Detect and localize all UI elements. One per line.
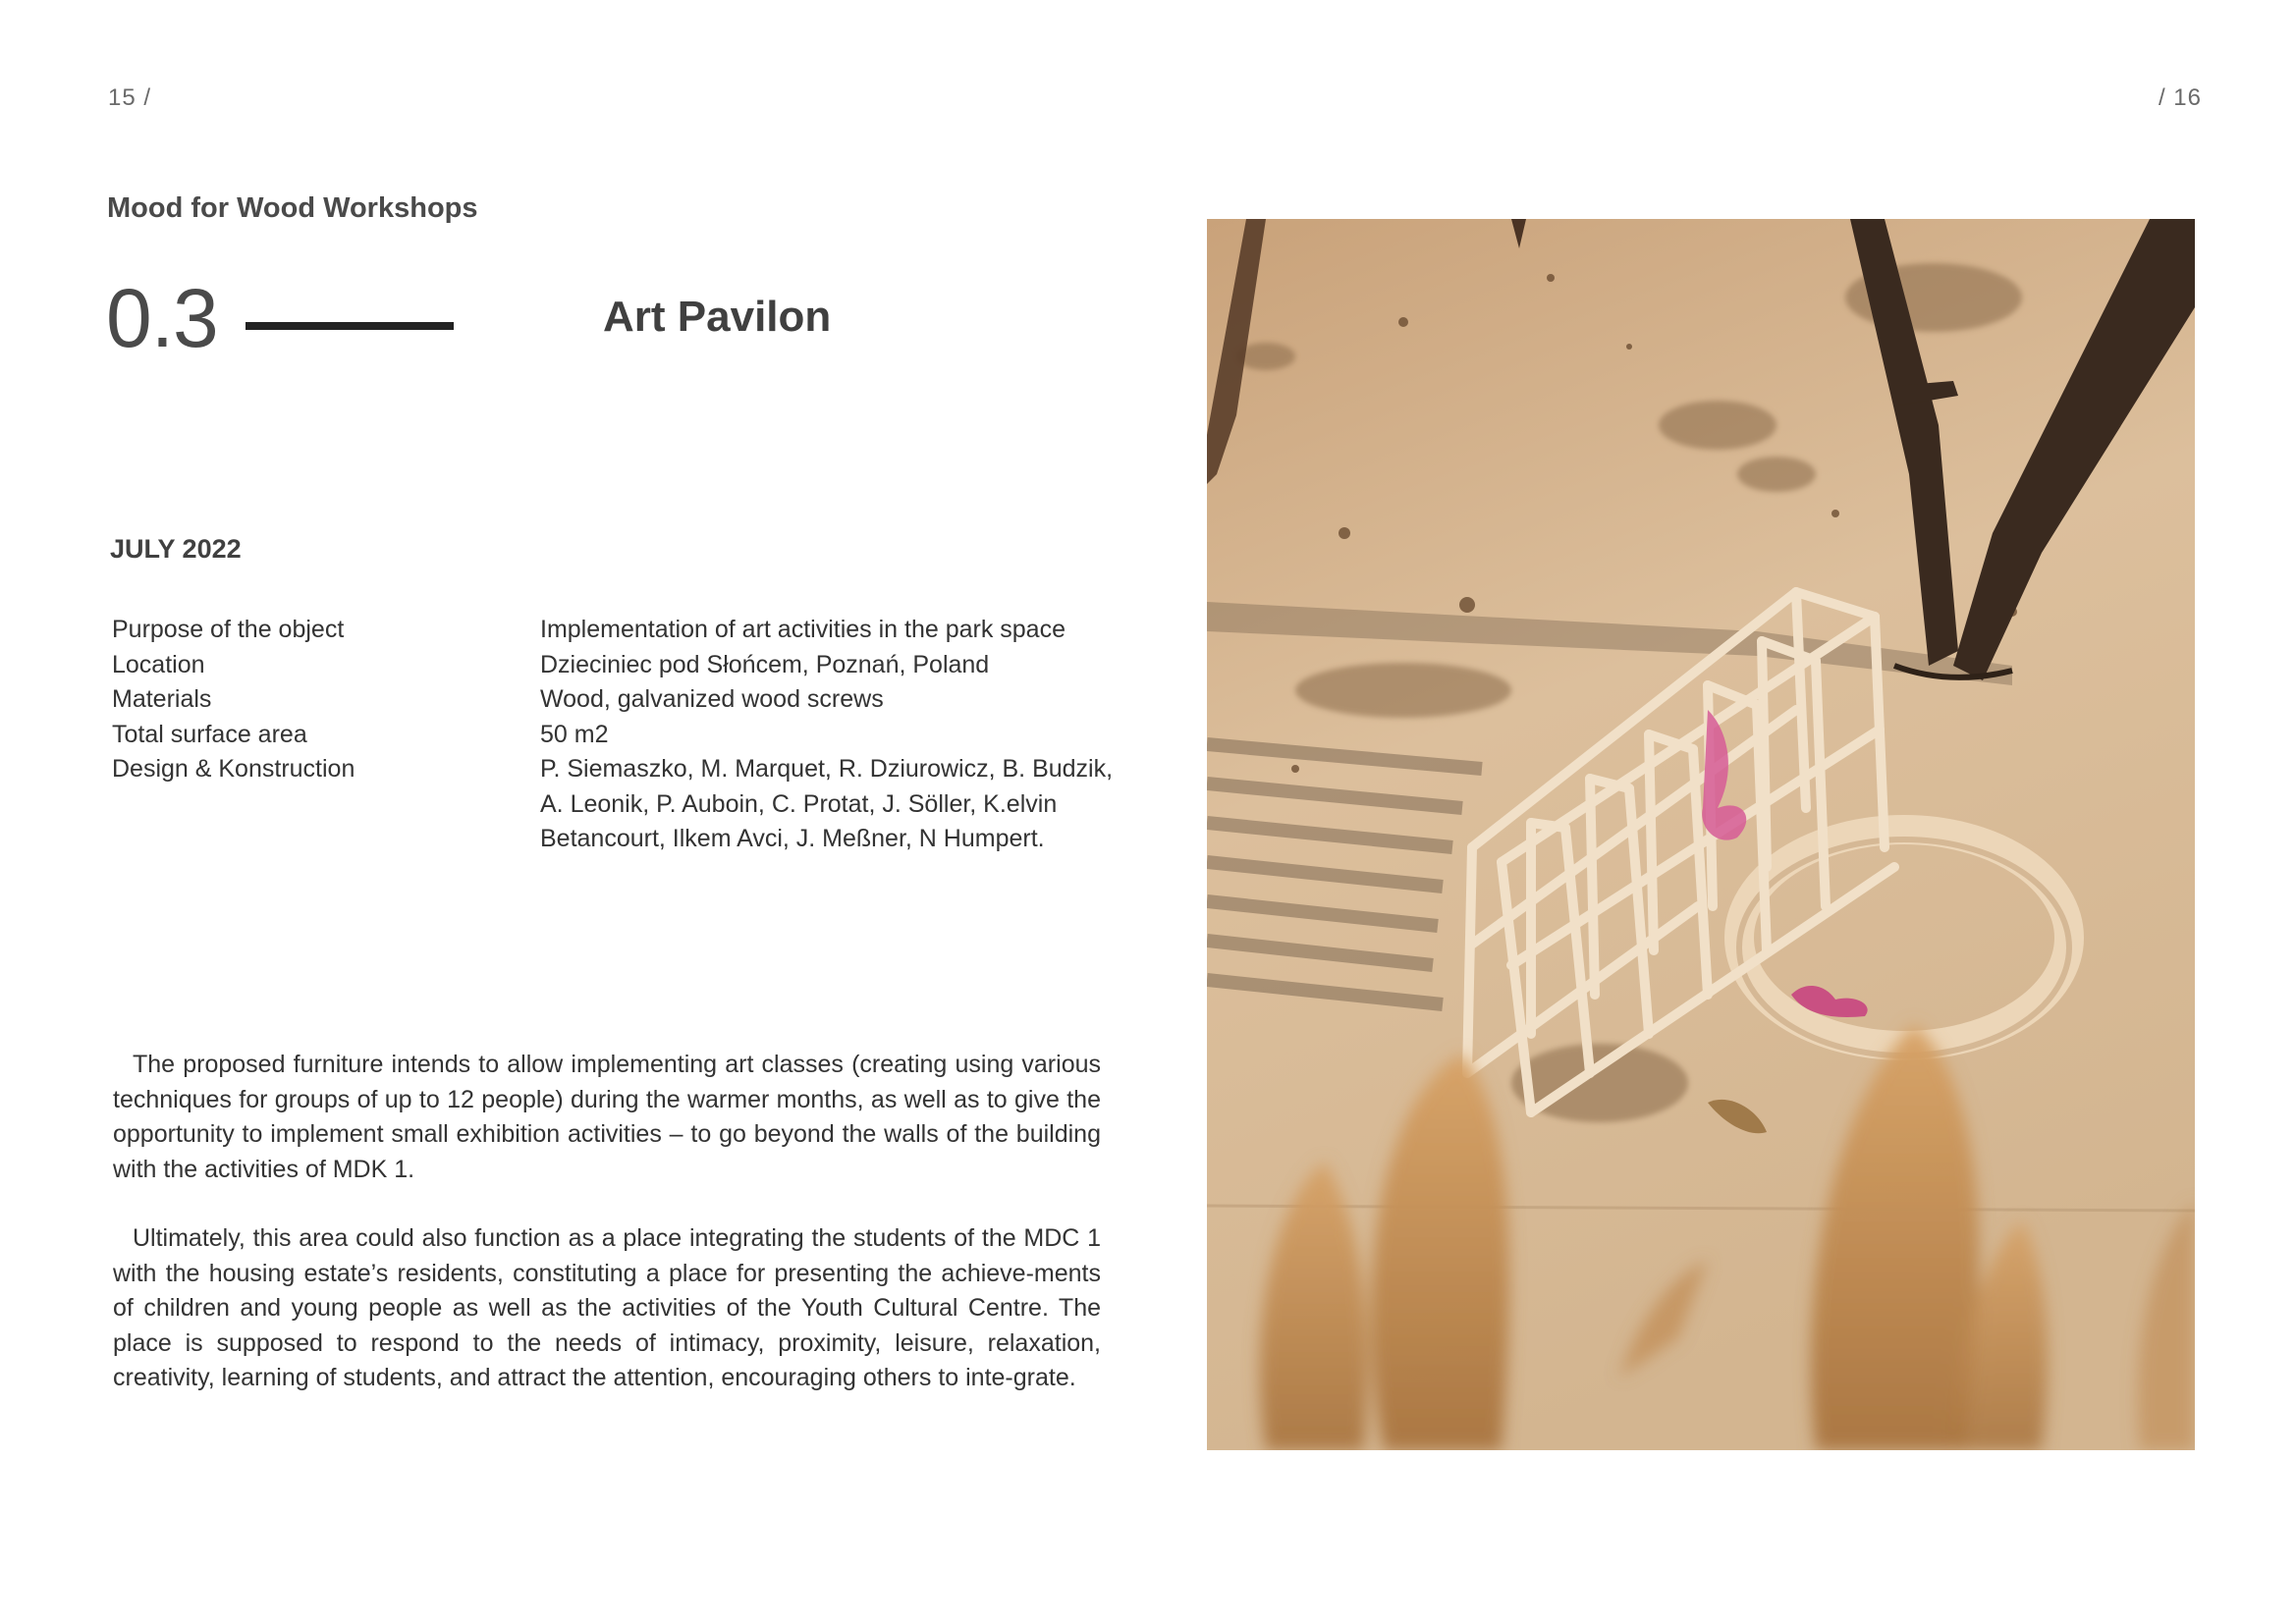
description-paragraph-1: The proposed furniture intends to allow implementing art classes (creating using various techniques for groups of up to 12 people) during the warmer months, as well as to give the opportunity to implement small exhibition activities – to go beyond the walls of the building with the activities of MDK 1. [113,1051,1101,1183]
section-divider [246,322,454,330]
section-number: 0.3 [106,272,218,364]
page-number-left: 15 / [108,84,152,111]
info-value: P. Siemaszko, M. Marquet, R. Dziurowicz, B. Budzik, A. Leonik, P. Auboin, C. Protat, J. Söller, K.elvin Betancourt, Ilkem Avci, J. Meßner, N Humpert. [540,755,1114,852]
info-label: Purpose of the object [112,616,345,643]
info-value: Dzieciniec pod Słońcem, Poznań, Poland [540,650,990,678]
info-label: Design & Konstruction [112,755,355,783]
pavilion-model-illustration [1207,219,2195,1450]
info-row-location [112,648,1114,683]
page-number-right: / 16 [2158,84,2202,111]
info-label: Location [112,650,205,678]
pavilion-model-photo [1207,219,2195,1450]
info-row-purpose [112,613,1114,648]
info-row-design [112,752,1114,857]
project-date: JULY 2022 [110,534,242,564]
info-row-surface-area [112,718,1114,753]
description-paragraph-2: Ultimately, this area could also function as a place integrating the students of the MDC 1 with the housing estate’s residents, constituting a place for presenting the achieve-ments of children and young people as well as the activities of the Youth Cultural Centre. The place is supposed to respond to the needs of intimacy, proximity, leisure, relaxation, creativity, learning of students, and attract the attention, encouraging others to inte-grate. [113,1224,1101,1392]
info-label: Materials [112,685,212,713]
project-title: Mood for Wood Workshops [107,192,478,224]
info-row-materials [112,682,1114,718]
info-label: Total surface area [112,720,307,748]
section-title: Art Pavilon [603,293,832,341]
info-value: Wood, galvanized wood screws [540,685,884,713]
info-value: Implementation of art activities in the park space [540,616,1066,643]
info-value: 50 m2 [540,720,609,748]
project-info-table [112,613,1114,857]
